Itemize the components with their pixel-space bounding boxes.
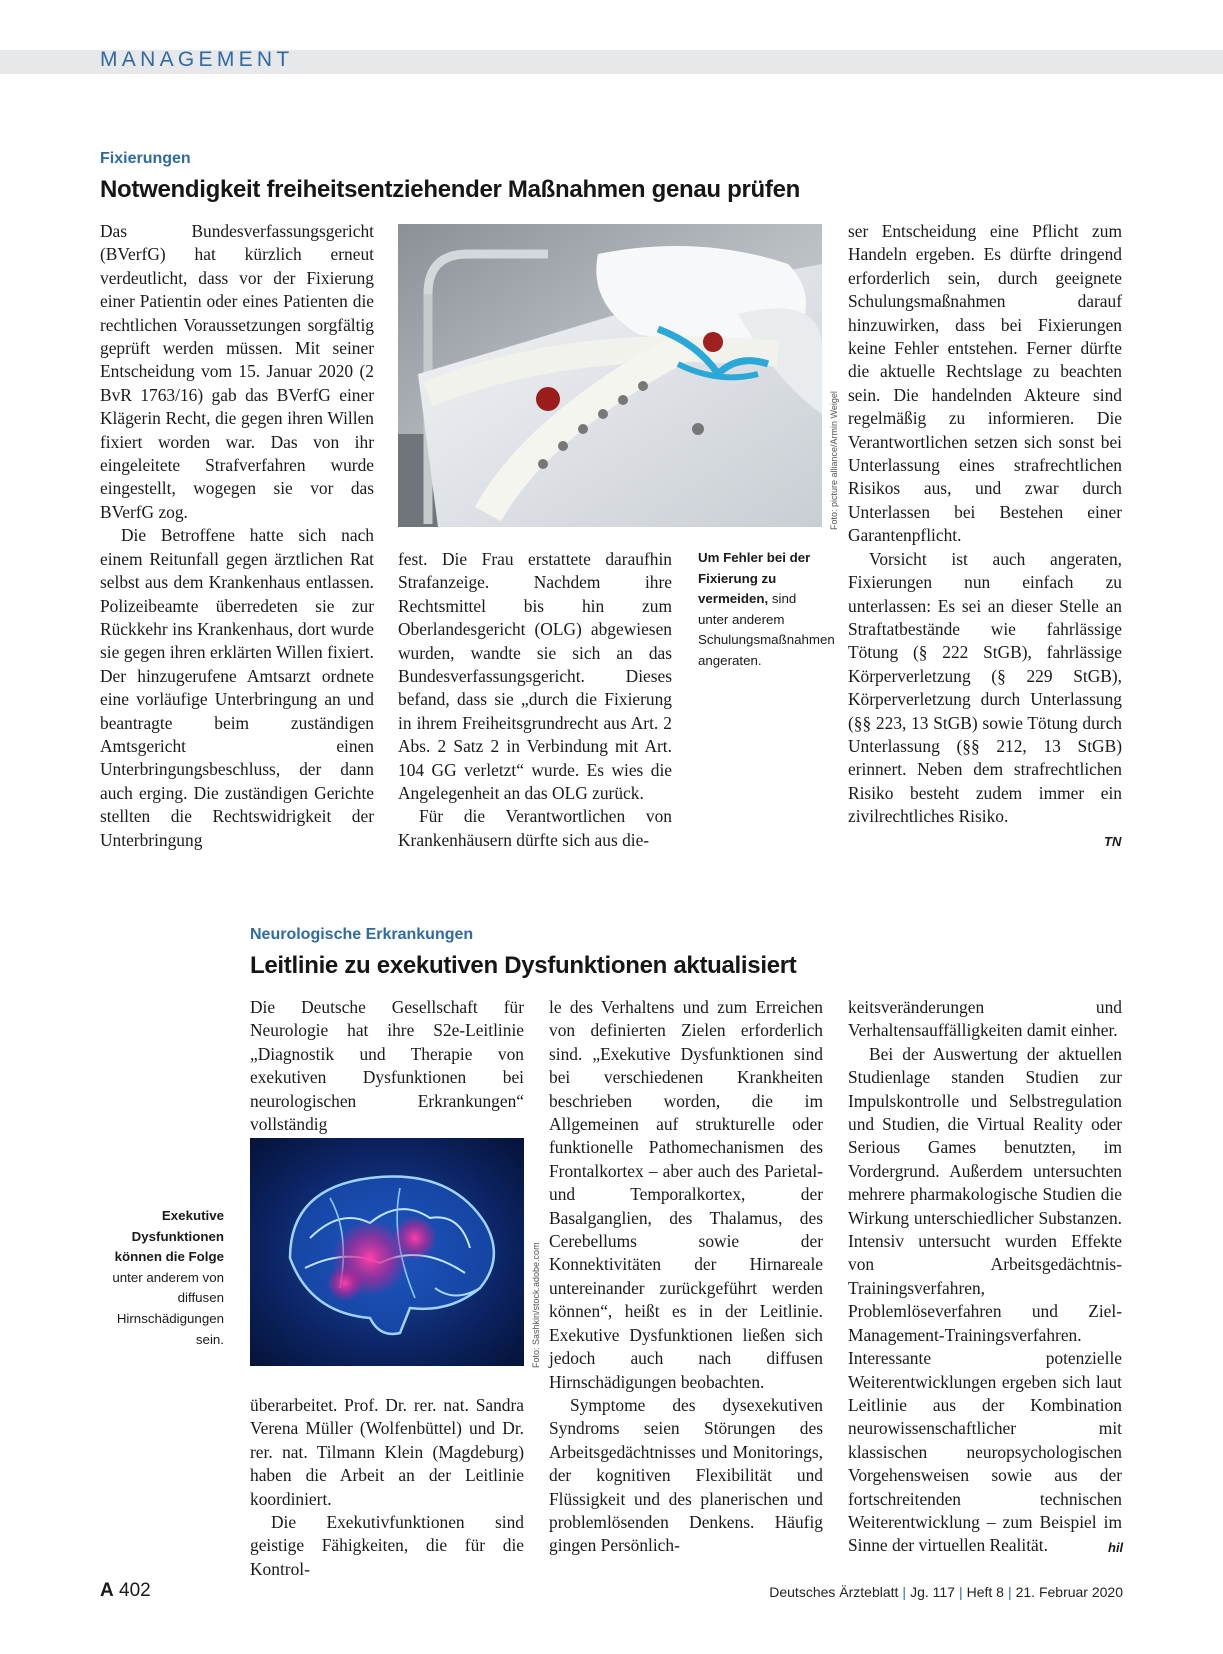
article1-paragraph: ser Entscheidung eine Pflicht zum Handeln ergeben. Es dürfte dringend erforderlich sein, durch geeignete Schulungsmaßnahmen darauf hinzuwirken, dass bei Fixierungen keine Fehler entstehen. Ferner dürfte die aktuelle Rechtslage zu beachten sein. Die handelnden Akteure sind regelmäßig zu informieren. Die Verantwortlichen setzen sich sonst bei Unterlassung eines strafrechtlichen Risikos aus, und zwar durch Unterlassen bei Bestehen einer Garantenpflicht. [848, 221, 1122, 546]
article1-paragraph: fest. Die Frau erstattete daraufhin Strafanzeige. Nachdem ihre Rechtsmittel bis hin zum Oberlandesgericht (OLG) abgewiesen wurden, wandte sie sich an das Bundesverfassungsgericht. Dieses befand, dass sie „durch die Fixierung in ihrem Freiheitsgrundrecht aus Art. 2 Abs. 2 Satz 2 in Verbindung mit Art. 104 GG verletzt“ wurde. Es wies die Angelegenheit an das OLG zurück. [398, 549, 672, 804]
article2-kicker: Neurologische Erkrankungen [250, 926, 474, 943]
journal-date: 21. Februar 2020 [1015, 1584, 1123, 1600]
article2-paragraph: Die Exekutivfunktionen sind geistige Fähigkeiten, die für die Kontrol- [250, 1512, 524, 1579]
article1-photo-credit: Foto: picture alliance/Armin Weigel [829, 391, 839, 530]
article1-column-2 [398, 548, 672, 852]
journal-info: Deutsches Ärzteblatt | Jg. 117 | Heft 8 | 21. Februar 2020 [769, 1584, 1123, 1600]
article2-column-2 [549, 996, 823, 1558]
article2-caption-lead: Exekutive Dysfunktionen können die Folge [114, 1208, 224, 1265]
brain-photo [250, 1138, 524, 1366]
article2-paragraph: Bei der Auswertung der aktuellen Studienlage standen Studien zur Impulskontrolle und Selbstregulation und Studien, die Virtual Reality oder Serious Games benutzten, im Vordergrund. Außerdem untersuchten mehrere pharmakologische Studien die Wirkung unterschiedlicher Substanzen. Intensiv untersucht wurden Effekte von Arbeitsgedächtnis-Trainingsverfahren, Problemlöseverfahren und Ziel-Management-Trainingsverfahren. Interessante potenzielle Weiterentwicklungen ergeben sich laut Leitlinie aus der Kombination neurowissenschaftlicher mit klassischen neuropsychologischen Vorgehensweisen sowie aus der fortschreitenden technischen Weiterentwicklung – zum Beispiel im Sinne der virtuellen Realität. [848, 1043, 1122, 1556]
article1-caption [698, 548, 835, 672]
article2-paragraph: überarbeitet. Prof. Dr. rer. nat. Sandra Verena Müller (Wolfenbüttel) und Dr. rer. nat. Tilmann Klein (Magdeburg) haben die Arbeit an der Leitlinie koordiniert. [250, 1395, 524, 1509]
brain-image [250, 1138, 524, 1366]
article1-caption-lead: Um Fehler bei der Fixierung zu vermeiden, [698, 550, 811, 607]
article1-caption-text: sind unter anderem Schulungsmaßnahmen angeraten. [698, 591, 835, 668]
journal-name: Deutsches Ärzteblatt [769, 1584, 899, 1600]
article1-paragraph: Die Betroffene hatte sich nach einem Reitunfall gegen ärztlichen Rat selbst aus dem Krankenhaus entlassen. Polizeibeamte überredeten sie zur Rückkehr ins Krankenhaus, dort wurde sie gegen ihren erklärten Willen fixiert. Der hinzugerufene Amtsarzt ordnete eine vorläufige Unterbringung an und beantragte beim zuständigen Amtsgericht einen Unterbringungsbeschluss, der dann auch erging. Die zuständigen Gerichte stellten die Rechtswidrigkeit der Unterbringung [100, 525, 374, 850]
journal-issue: Heft 8 [966, 1584, 1004, 1600]
article1-paragraph: Für die Verantwortlichen von Krankenhäusern dürfte sich aus die- [398, 806, 672, 850]
article2-caption [94, 1206, 224, 1350]
article2-caption-text: unter anderem von diffusen Hirnschädigungen sein. [112, 1269, 224, 1347]
article2-paragraph: Symptome des dysexekutiven Syndroms seien Störungen des Arbeitsgedächtnisses und Monitorings, der kognitiven Flexibilität und Flüssigkeit und des planerischen und problemlösenden Denkens. Häufig gingen Persönlich- [549, 1394, 823, 1556]
restraint-bed-photo [398, 224, 822, 527]
article1-column-1 [100, 220, 374, 852]
article1-signature: TN [1104, 834, 1122, 849]
article2-photo-credit: Foto: Sashkin/stock.adobe.com [531, 1242, 541, 1368]
article2-title: Leitlinie zu exekutiven Dysfunktionen aktualisiert [250, 952, 797, 979]
article2-paragraph: Die Deutsche Gesellschaft für Neurologie hat ihre S2e-Leitlinie „Diagnostik und Therapie von exekutiven Dysfunktionen bei neurologischen Erkrankungen“ vollständig [250, 997, 524, 1135]
section-label: MANAGEMENT [100, 48, 294, 71]
restraint-bed-image [398, 224, 822, 527]
article1-paragraph: Das Bundesverfassungsgericht (BVerfG) hat kürzlich erneut verdeutlicht, dass vor der Fixierung einer Patientin oder eines Patienten die rechtlichen Voraussetzungen sorgfältig geprüft werden müssen. Mit seiner Entscheidung vom 15. Januar 2020 (2 BvR 1763/16) gab das BVerfG einer Klägerin Recht, die gegen ihren Willen fixiert worden war. Das von ihr eingeleitete Strafverfahren wurde eingestellt, wogegen sie vor das BVerfG zog. [100, 221, 374, 522]
article1-title: Notwendigkeit freiheitsentziehender Maßnahmen genau prüfen [100, 176, 801, 203]
page-number-value: 402 [119, 1580, 151, 1601]
article2-signature: hil [1108, 1540, 1124, 1555]
page-prefix: A [100, 1580, 114, 1601]
page-number [100, 1580, 151, 1602]
article1-kicker: Fixierungen [100, 150, 191, 167]
article2-paragraph: keitsveränderungen und Verhaltensauffälligkeiten damit einher. [848, 997, 1122, 1041]
article2-paragraph: le des Verhaltens und zum Erreichen von definierten Zielen erforderlich sind. „Exekutive Dysfunktionen sind bei verschiedenen Krankheiten beschrieben worden, die im Allgemeinen auf strukturelle oder funktionelle Pathomechanismen des Frontalkortex – aber auch des Parietal- und Temporalkortex, der Basalganglien, des Thalamus, des Cerebellums sowie der Konnektivitäten der Hirnareale untereinander zurückgeführt werden können“, heißt es in der Leitlinie. Exekutive Dysfunktionen ließen sich jedoch auch nach diffusen Hirnschädigungen beobachten. [549, 997, 823, 1392]
article1-paragraph: Vorsicht ist auch angeraten, Fixierungen nun einfach zu unterlassen: Es sei an dieser Stelle an Straftatbestände wie fahrlässige Tötung (§ 222 StGB), fahrlässige Körperverletzung (§ 229 StGB), Körperverletzung durch Unterlassung (§§ 223, 13 StGB) sowie Tötung durch Unterlassung (§§ 212, 13 StGB) erinnert. Neben dem strafrechtlichen Risiko besteht zudem immer ein zivilrechtliches Risiko. [848, 548, 1122, 827]
article2-column-1-bottom [250, 1394, 524, 1581]
article2-column-1-top [250, 996, 524, 1136]
journal-volume: Jg. 117 [910, 1584, 955, 1600]
article1-column-3 [848, 220, 1122, 829]
article2-column-3 [848, 996, 1122, 1558]
